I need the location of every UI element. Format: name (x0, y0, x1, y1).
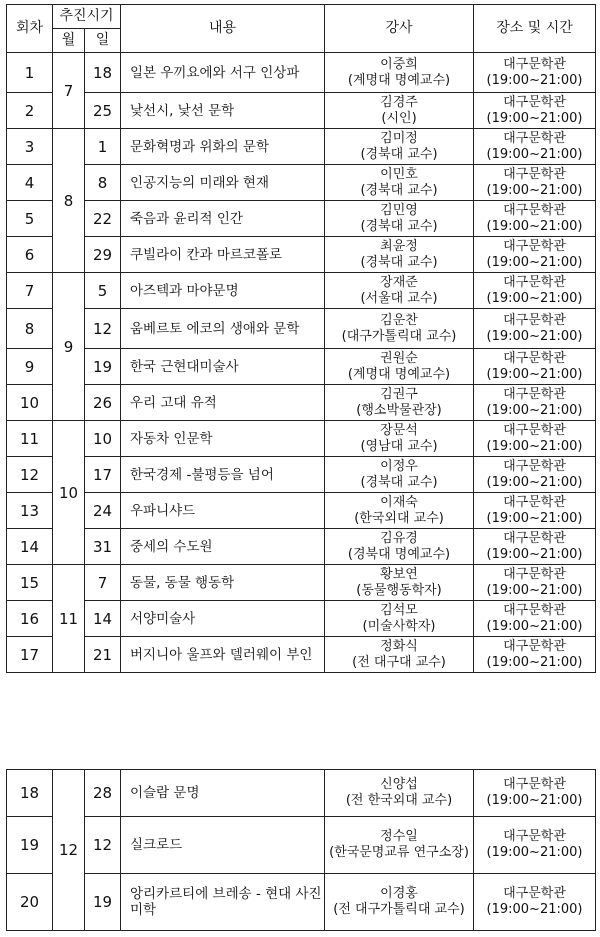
session-number: 4 (7, 165, 53, 201)
table-row (7, 421, 596, 457)
location-time: (19:00~21:00) (486, 146, 583, 162)
day-cell: 21 (85, 637, 121, 673)
location-time: (19:00~21:00) (486, 618, 583, 634)
location-time: (19:00~21:00) (486, 902, 583, 917)
location-place: 대구문학관 (503, 530, 566, 546)
table-row (7, 93, 596, 129)
lecturer-title: (경북대 교수) (360, 218, 438, 234)
lecturer-title: (계명대 명예교수) (347, 72, 451, 88)
topic-text: 중세의 수도원 (130, 538, 213, 555)
lecturer-cell (325, 309, 474, 349)
topic-text: 죽음과 윤리적 인간 (130, 210, 243, 227)
location-cell (474, 601, 596, 637)
location-time: (19:00~21:00) (486, 793, 583, 808)
day-cell: 22 (85, 201, 121, 237)
lecturer-cell (325, 201, 474, 237)
location-time: (19:00~21:00) (486, 474, 583, 490)
day-cell: 12 (85, 309, 121, 349)
location-time: (19:00~21:00) (486, 290, 583, 306)
lecturer-cell (325, 565, 474, 601)
month-cell: 7 (53, 53, 85, 129)
topic-text: 낯선시, 낯선 문학 (130, 102, 235, 119)
location-time: (19:00~21:00) (486, 438, 583, 454)
lecturer-title: (대구가톨릭대 교수) (341, 328, 457, 344)
lecturer-cell (325, 457, 474, 493)
location-cell (474, 165, 596, 201)
session-number: 12 (7, 457, 53, 493)
topic-text: 실크로드 (130, 837, 183, 853)
lecturer-title: (한국문명교류 연구소장) (329, 845, 469, 860)
lecturer-name: 이경홍 (380, 886, 418, 901)
location-time: (19:00~21:00) (486, 182, 583, 198)
lecturer-title: (경북대 명예교수) (347, 546, 451, 562)
location-time: (19:00~21:00) (486, 582, 583, 598)
table-row (7, 53, 596, 93)
topic-text: 버지니아 울프와 델러웨이 부인 (130, 646, 313, 663)
session-number: 10 (7, 385, 53, 421)
day-cell: 31 (85, 529, 121, 565)
header-schedule: 추진시기 (53, 5, 121, 29)
topic-cell (121, 129, 325, 165)
header-location-time: 장소 및 시간 (474, 5, 596, 53)
topic-cell (121, 457, 325, 493)
location-cell (474, 237, 596, 273)
location-cell (474, 457, 596, 493)
header-month: 월 (53, 29, 85, 53)
day-cell: 19 (85, 349, 121, 385)
lecturer-title: (서울대 교수) (360, 290, 438, 306)
location-cell (474, 565, 596, 601)
topic-cell (121, 565, 325, 601)
location-place: 대구문학관 (503, 422, 566, 438)
lecturer-name: 이재숙 (380, 494, 418, 510)
lecturer-cell (325, 493, 474, 529)
lecturer-cell (325, 874, 474, 931)
topic-cell (121, 165, 325, 201)
day-cell: 5 (85, 273, 121, 309)
topic-text: 동물, 동물 행동학 (130, 574, 235, 591)
topic-text: 쿠빌라이 칸과 마르코폴로 (130, 246, 283, 263)
location-place: 대구문학관 (503, 777, 566, 792)
lecture-schedule-table (6, 4, 596, 673)
table-row (7, 637, 596, 673)
lecturer-title: (계명대 명예교수) (347, 366, 451, 382)
lecturer-title: (전 한국외대 교수) (345, 793, 453, 808)
lecturer-cell (325, 273, 474, 309)
location-place: 대구문학관 (503, 238, 566, 254)
header-day: 일 (85, 29, 121, 53)
location-place: 대구문학관 (503, 130, 566, 146)
location-cell (474, 129, 596, 165)
day-cell: 10 (85, 421, 121, 457)
day-cell: 19 (85, 874, 121, 931)
lecturer-name: 권원순 (380, 350, 418, 366)
location-time: (19:00~21:00) (486, 328, 583, 344)
topic-cell (121, 237, 325, 273)
lecturer-title: (경북대 교수) (360, 146, 438, 162)
month-cell: 9 (53, 273, 85, 421)
lecturer-name: 김유경 (380, 530, 418, 546)
topic-cell (121, 601, 325, 637)
table-row (7, 770, 596, 817)
lecturer-name: 김미정 (380, 130, 418, 146)
session-number: 16 (7, 601, 53, 637)
location-time: (19:00~21:00) (486, 402, 583, 418)
session-number: 9 (7, 349, 53, 385)
topic-cell (121, 421, 325, 457)
table-row (7, 385, 596, 421)
lecturer-title: (시인) (381, 110, 417, 126)
location-cell (474, 770, 596, 817)
session-number: 17 (7, 637, 53, 673)
day-cell: 18 (85, 53, 121, 93)
header-session: 회차 (7, 5, 53, 53)
lecturer-name: 장문석 (380, 422, 418, 438)
day-cell: 29 (85, 237, 121, 273)
table-row (7, 273, 596, 309)
lecturer-cell (325, 637, 474, 673)
topic-cell (121, 637, 325, 673)
table-row (7, 457, 596, 493)
table-row (7, 601, 596, 637)
topic-cell (121, 817, 325, 874)
lecturer-name: 이중희 (380, 56, 418, 72)
table-row (7, 874, 596, 931)
location-time: (19:00~21:00) (486, 546, 583, 562)
location-cell (474, 493, 596, 529)
day-cell: 28 (85, 770, 121, 817)
lecturer-title: (행소박물관장) (356, 402, 442, 418)
day-cell: 25 (85, 93, 121, 129)
table-row (7, 349, 596, 385)
location-time: (19:00~21:00) (486, 845, 583, 860)
location-place: 대구문학관 (503, 94, 566, 110)
location-place: 대구문학관 (503, 274, 566, 290)
lecturer-cell (325, 529, 474, 565)
topic-text: 우리 고대 유적 (130, 394, 217, 411)
topic-text: 앙리카르티에 브레송 - 현대 사진 미학 (130, 886, 322, 918)
location-cell (474, 93, 596, 129)
lecturer-name: 김민영 (380, 202, 418, 218)
location-cell (474, 421, 596, 457)
location-place: 대구문학관 (503, 350, 566, 366)
topic-cell (121, 53, 325, 93)
topic-text: 우파니샤드 (130, 502, 196, 519)
location-place: 대구문학관 (503, 886, 566, 901)
session-number: 18 (7, 770, 53, 817)
location-cell (474, 273, 596, 309)
lecturer-cell (325, 349, 474, 385)
topic-text: 일본 우끼요에와 서구 인상파 (130, 64, 300, 81)
session-number: 5 (7, 201, 53, 237)
location-place: 대구문학관 (503, 386, 566, 402)
header-topic: 내용 (121, 5, 325, 53)
session-number: 19 (7, 817, 53, 874)
lecturer-cell (325, 93, 474, 129)
day-cell: 17 (85, 457, 121, 493)
topic-cell (121, 349, 325, 385)
lecturer-name: 정수일 (380, 829, 418, 844)
lecturer-name: 김운찬 (380, 312, 418, 328)
lecturer-name: 이민호 (380, 166, 418, 182)
lecturer-name: 장재준 (380, 274, 418, 290)
month-cell: 10 (53, 421, 85, 565)
session-number: 2 (7, 93, 53, 129)
location-time: (19:00~21:00) (486, 110, 583, 126)
lecturer-title: (경북대 교수) (360, 474, 438, 490)
location-place: 대구문학관 (503, 602, 566, 618)
topic-cell (121, 309, 325, 349)
session-number: 20 (7, 874, 53, 931)
lecturer-name: 신양섭 (380, 777, 418, 792)
location-cell (474, 637, 596, 673)
lecturer-title: (한국외대 교수) (354, 510, 444, 526)
lecturer-name: 황보연 (380, 566, 418, 582)
lecturer-title: (미술사학자) (362, 618, 436, 634)
table-row (7, 529, 596, 565)
topic-cell (121, 493, 325, 529)
location-place: 대구문학관 (503, 166, 566, 182)
location-cell (474, 817, 596, 874)
session-number: 11 (7, 421, 53, 457)
month-cell: 8 (53, 129, 85, 273)
table-row (7, 129, 596, 165)
location-time: (19:00~21:00) (486, 254, 583, 270)
month-cell: 11 (53, 565, 85, 673)
day-cell: 12 (85, 817, 121, 874)
location-cell (474, 201, 596, 237)
location-place: 대구문학관 (503, 638, 566, 654)
location-cell (474, 309, 596, 349)
day-cell: 24 (85, 493, 121, 529)
session-number: 13 (7, 493, 53, 529)
topic-cell (121, 529, 325, 565)
lecturer-cell (325, 53, 474, 93)
topic-text: 아즈텍과 마야문명 (130, 282, 239, 299)
header-lecturer: 강사 (325, 5, 474, 53)
lecturer-name: 이정우 (380, 458, 418, 474)
session-number: 6 (7, 237, 53, 273)
table-row (7, 565, 596, 601)
lecturer-title: (전 대구대 교수) (352, 654, 446, 670)
location-cell (474, 349, 596, 385)
table-row (7, 201, 596, 237)
day-cell: 26 (85, 385, 121, 421)
topic-cell (121, 93, 325, 129)
lecturer-name: 김경주 (380, 94, 418, 110)
location-time: (19:00~21:00) (486, 218, 583, 234)
location-time: (19:00~21:00) (486, 72, 583, 88)
session-number: 15 (7, 565, 53, 601)
lecturer-title: (경북대 교수) (360, 254, 438, 270)
lecturer-name: 최윤정 (380, 238, 418, 254)
lecturer-name: 김권구 (380, 386, 418, 402)
location-place: 대구문학관 (503, 56, 566, 72)
session-number: 8 (7, 309, 53, 349)
lecturer-cell (325, 129, 474, 165)
session-number: 3 (7, 129, 53, 165)
topic-cell (121, 385, 325, 421)
location-place: 대구문학관 (503, 566, 566, 582)
lecturer-cell (325, 237, 474, 273)
location-time: (19:00~21:00) (486, 510, 583, 526)
lecturer-name: 정화식 (380, 638, 418, 654)
table-row (7, 165, 596, 201)
location-time: (19:00~21:00) (486, 654, 583, 670)
table-row (7, 817, 596, 874)
session-number: 1 (7, 53, 53, 93)
topic-cell (121, 273, 325, 309)
lecturer-cell (325, 770, 474, 817)
table-row (7, 237, 596, 273)
day-cell: 8 (85, 165, 121, 201)
lecturer-title: (동물행동학자) (356, 582, 442, 598)
day-cell: 1 (85, 129, 121, 165)
session-number: 14 (7, 529, 53, 565)
location-time: (19:00~21:00) (486, 366, 583, 382)
day-cell: 14 (85, 601, 121, 637)
location-cell (474, 385, 596, 421)
location-cell (474, 874, 596, 931)
location-place: 대구문학관 (503, 458, 566, 474)
topic-text: 인공지능의 미래와 현재 (130, 174, 270, 191)
topic-text: 한국 근현대미술사 (130, 358, 239, 375)
topic-cell (121, 874, 325, 931)
lecturer-cell (325, 165, 474, 201)
lecturer-title: (경북대 교수) (360, 182, 438, 198)
lecture-schedule-table-continued (6, 769, 596, 931)
lecturer-title: (전 대구가톨릭대 교수) (333, 902, 465, 917)
day-cell: 7 (85, 565, 121, 601)
lecturer-title: (영남대 교수) (360, 438, 438, 454)
topic-text: 한국경제 -불평등을 넘어 (130, 466, 274, 483)
topic-text: 문화혁명과 위화의 문학 (130, 138, 270, 155)
topic-text: 움베르토 에코의 생애와 문학 (130, 320, 300, 337)
location-cell (474, 53, 596, 93)
location-place: 대구문학관 (503, 494, 566, 510)
topic-cell (121, 770, 325, 817)
lecturer-cell (325, 421, 474, 457)
location-place: 대구문학관 (503, 829, 566, 844)
lecturer-cell (325, 385, 474, 421)
location-place: 대구문학관 (503, 312, 566, 328)
location-cell (474, 529, 596, 565)
table-row (7, 493, 596, 529)
location-place: 대구문학관 (503, 202, 566, 218)
topic-cell (121, 201, 325, 237)
topic-text: 자동차 인문학 (130, 430, 213, 447)
topic-text: 서양미술사 (130, 610, 196, 627)
table-row (7, 309, 596, 349)
topic-text: 이슬람 문명 (130, 785, 200, 801)
lecturer-cell (325, 817, 474, 874)
session-number: 7 (7, 273, 53, 309)
lecturer-cell (325, 601, 474, 637)
lecturer-name: 김석모 (380, 602, 418, 618)
month-cell: 12 (53, 770, 85, 931)
